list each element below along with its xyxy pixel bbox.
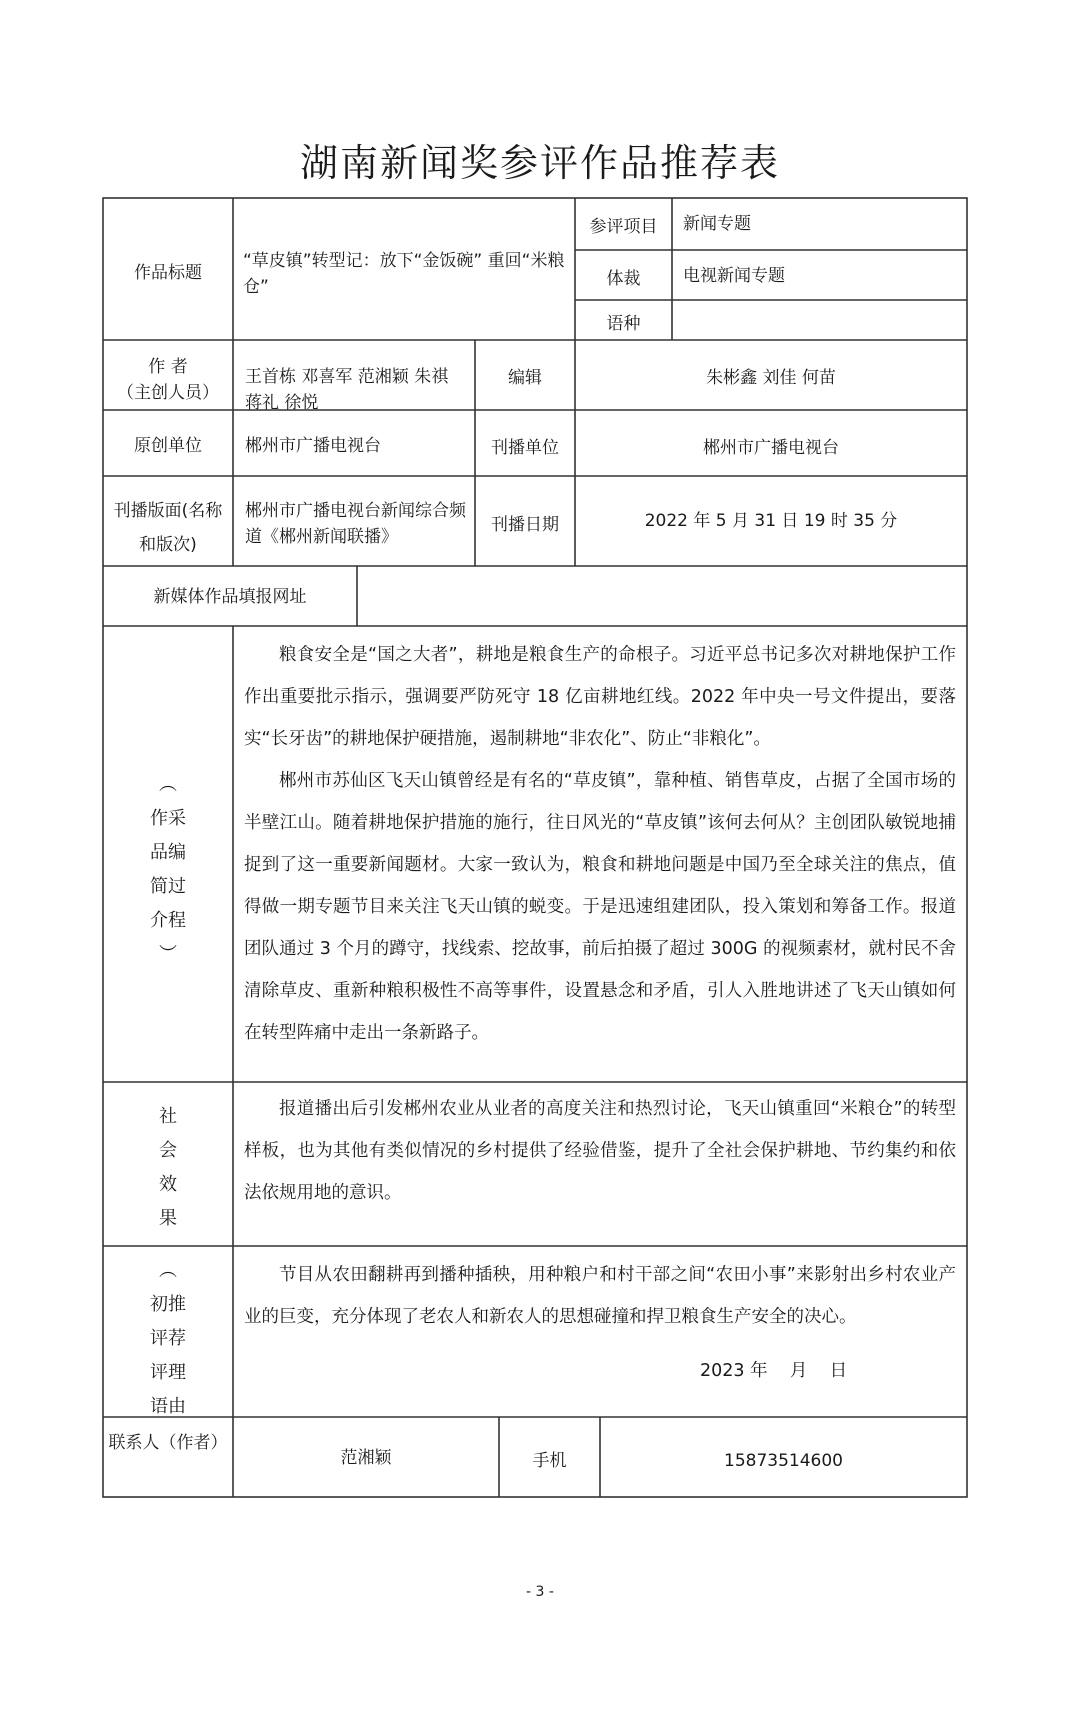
intro-label-char-2: 品编 [150,842,186,863]
work-title-value: “草皮镇”转型记：放下“金饭碗” 重回“米粮仓” [243,251,565,297]
recommend-label-char-4: 语由 [150,1396,186,1417]
new-media-label: 新媒体作品填报网址 [153,587,307,607]
publish-date-label: 刊播日期 [491,515,559,535]
intro-label-char-3: 简过 [150,876,186,897]
social-label-char-2: 会 [159,1140,177,1161]
social-label-char-3: 效 [159,1174,177,1195]
phone-label: 手机 [532,1451,567,1471]
publish-layout-label: 刊播版面(名称和版次) [113,501,223,555]
intro-paragraph-2: 郴州市苏仙区飞天山镇曾经是有名的“草皮镇”，靠种植、销售草皮，占据了全国市场的半壁江山。随着耕地保护措施的施行，往日风光的“草皮镇”该何去何从？主创团队敏锐地捕捉到了这一重要新闻题材。大家一致认为，粮食和耕地问题是中国乃至全球关注的焦点，值得做一期专题节目来关注飞天山镇的蜕变。于是迅速组建团队，投入策划和筹备工作。报道团队通过 3 个月的蹲守，找线索、挖故事，前后拍摄了超过 300G 的视频素材，就村民不舍清除草皮、重新种粮积极性不高等事件，设置悬念和矛盾，引人入胜地讲述了飞天山镇如何在转型阵痛中走出一条新路子。 [244,771,956,1043]
phone-value: 15873514600 [724,1451,843,1471]
genre-label: 体裁 [606,269,641,289]
contact-label: 联系人（作者） [108,1433,228,1453]
page-number: - 3 - [526,1584,554,1600]
editor-label: 编辑 [508,368,542,388]
intro-label-char-4: 介程 [150,910,186,931]
publish-unit-label: 刊播单位 [491,438,559,458]
origin-unit-label: 原创单位 [134,436,202,456]
intro-paragraph-1: 粮食安全是“国之大者”，耕地是粮食生产的命根子。习近平总书记多次对耕地保护工作作出重要批示指示，强调要严防死守 18 亿亩耕地红线。2022 年中央一号文件提出，要落实“长牙齿”的耕地保护硬措施，遏制耕地“非农化”、防止“非粮化”。 [244,645,956,749]
publish-date-value: 2022 年 5 月 31 日 19 时 35 分 [644,511,898,531]
author-label [103,354,233,406]
language-label: 语种 [606,314,641,334]
recommend-label [103,1254,233,1424]
social-paragraph: 报道播出后引发郴州农业从业者的高度关注和热烈讨论，飞天山镇重回“米粮仓”的转型样板，也为其他有类似情况的乡村提供了经验借鉴，提升了全社会保护耕地、节约集约和依法依规用地的意识。 [244,1099,956,1203]
author-label-line2: （主创人员） [117,383,219,403]
publish-layout-value: 郴州市广播电视台新闻综合频道《郴州新闻联播》 [245,501,466,547]
recommend-paragraph: 节目从农田翻耕再到播种插秧，用种粮户和村干部之间“农田小事”来影射出乡村农业产业的巨变，充分体现了老农人和新农人的思想碰撞和捍卫粮食生产安全的决心。 [244,1265,956,1327]
paren-open-icon: ︵ [159,774,177,795]
recommend-label-char-1: 初推 [150,1294,186,1315]
recommend-label-char-2: 评荐 [150,1328,186,1349]
page-title: 湖南新闻奖参评作品推荐表 [299,141,780,185]
paren-open-icon: ︵ [159,1260,177,1281]
work-title-label: 作品标题 [134,263,202,283]
recommend-date: 2023 年 月 日 [700,1361,848,1381]
social-label [103,1100,233,1236]
publish-unit-value: 郴州市广播电视台 [703,438,839,458]
intro-label [103,768,233,972]
contact-name: 范湘颖 [340,1448,392,1468]
recommend-label-char-3: 评理 [150,1362,186,1383]
paren-close-icon: ︶ [159,944,177,965]
category-value: 新闻专题 [683,214,751,234]
author-label-line1: 作 者 [148,357,188,377]
intro-label-char-1: 作采 [150,808,186,829]
category-label: 参评项目 [589,217,658,237]
social-label-char-1: 社 [159,1106,177,1127]
genre-value: 电视新闻专题 [683,266,785,286]
editor-value: 朱彬鑫 刘佳 何苗 [706,368,836,388]
social-label-char-4: 果 [159,1208,177,1229]
author-value: 王首栋 邓喜军 范湘颖 朱祺 蒋礼 徐悦 [245,367,449,413]
origin-unit-value: 郴州市广播电视台 [245,436,381,456]
